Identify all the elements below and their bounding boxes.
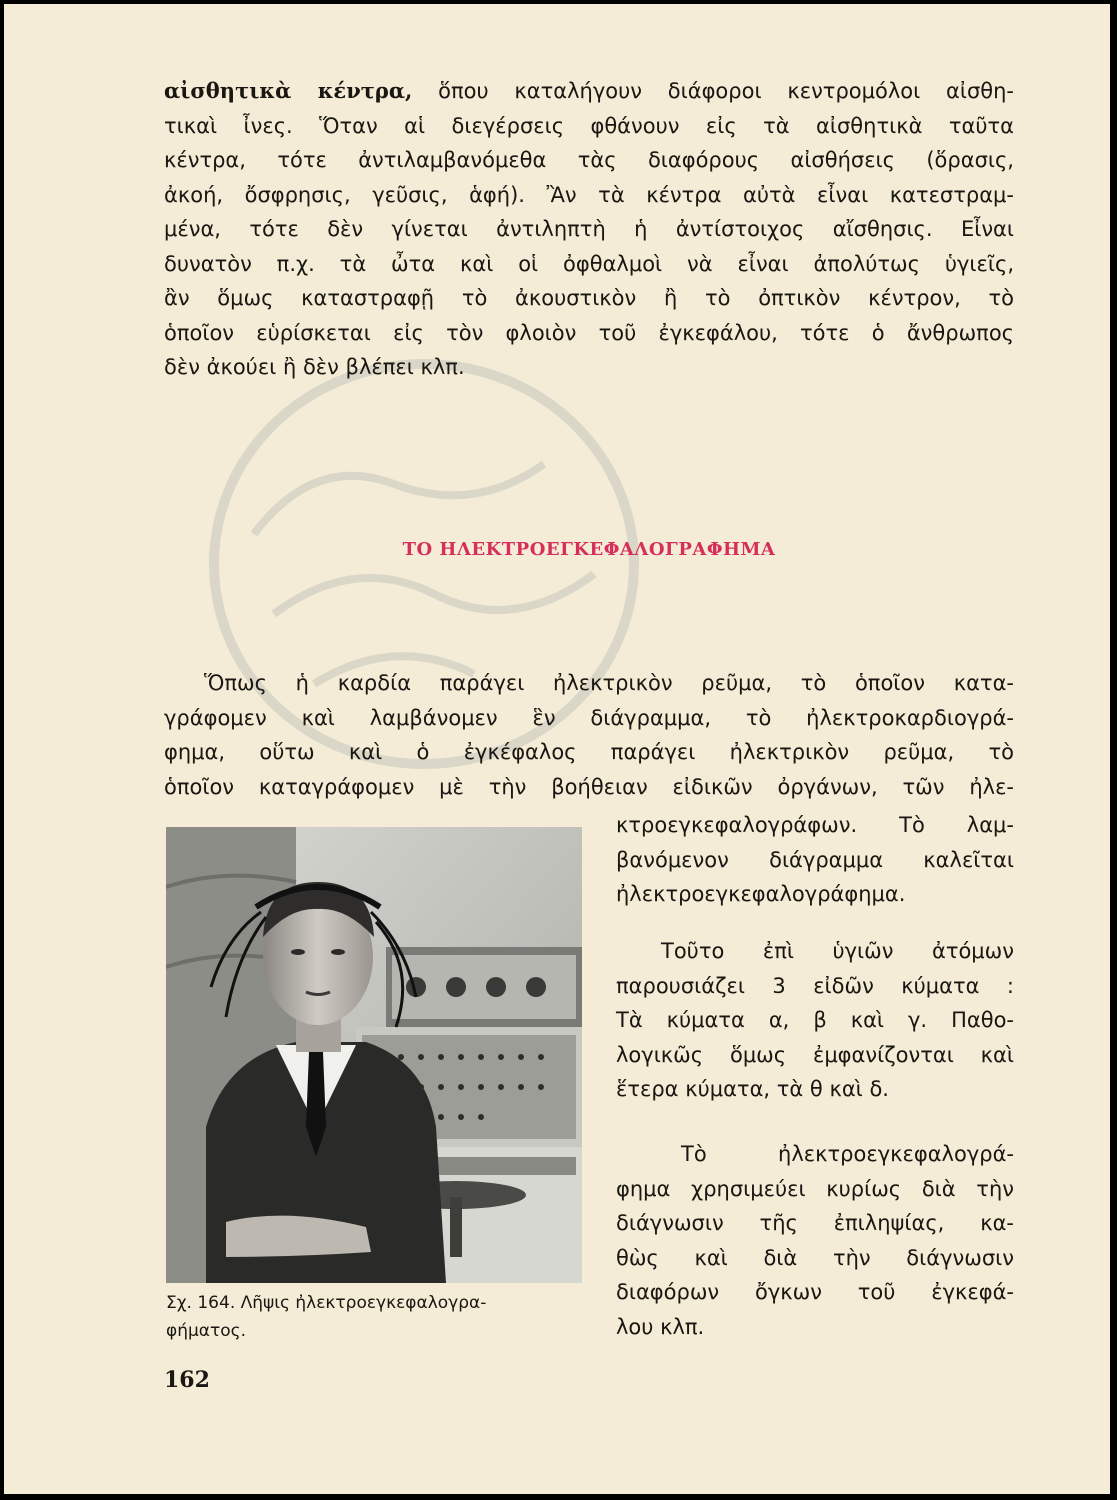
paragraph-line: θὼς καὶ διὰ τὴν διάγνωσιν xyxy=(616,1245,1014,1270)
paragraph-line: φημα, οὕτω καὶ ὁ ἐγκέφαλος παράγει ἠλεκτρικὸν ρεῦμα, τὸ xyxy=(164,740,1014,764)
paragraph-line: ἂν ὅμως καταστραφῇ τὸ ἀκουστικὸν ἢ τὸ ὀπτικὸν κέντρον, τὸ xyxy=(164,286,1014,310)
paragraph-line: φημα χρησιμεύει κυρίως διὰ τὴν xyxy=(616,1176,1014,1201)
caption-line: Σχ. 164. Λῆψις ἠλεκτροεγκεφαλογρα- xyxy=(166,1293,487,1313)
paragraph-eeg-intro xyxy=(164,666,1014,804)
paragraph-line: λογικῶς ὅμως ἐμφανίζονται καὶ xyxy=(616,1042,1014,1067)
paragraph-line: ὁποῖον καταγράφομεν μὲ τὴν βοήθειαν εἰδικῶν ὀργάνων, τῶν ἠλε- xyxy=(164,774,1014,799)
bold-lead-term: αἰσθητικὰ κέντρα, xyxy=(164,78,413,103)
paragraph-line: γράφομεν καὶ λαμβάνομεν ἓν διάγραμμα, τὸ ἠλεκτροκαρδιογρά- xyxy=(164,705,1014,730)
section-heading: ΤΟ ΗΛΕΚΤΡΟΕΓΚΕΦΑΛΟΓΡΑΦΗΜΑ xyxy=(402,539,776,560)
paragraph-line: Τὰ κύματα α, β καὶ γ. Παθο- xyxy=(616,1008,1014,1032)
paragraph-line: τικαὶ ἶνες. Ὅταν αἱ διεγέρσεις φθάνουν εἰς τὰ αἰσθητικὰ ταῦτα xyxy=(164,113,1014,138)
paragraph-eeg-uses xyxy=(616,1137,1014,1344)
paragraph-wave-types xyxy=(616,934,1014,1107)
paragraph-eeg-intro-continued xyxy=(616,808,1014,912)
paragraph-line: κέντρα, τότε ἀντιλαμβανόμεθα τὰς διαφόρους αἰσθήσεις (ὅρασις, xyxy=(164,148,1014,172)
paragraph-line: διάγνωσιν τῆς ἐπιληψίας, κα- xyxy=(616,1211,1014,1235)
paragraph-line: λου κλπ. xyxy=(616,1314,705,1339)
paragraph-line: αἰσθητικὰ κέντρα, ὅπου καταλήγουν διάφοροι κεντρομόλοι αἰσθη- xyxy=(164,78,1014,103)
paragraph-line: μένα, τότε δὲν γίνεται ἀντιληπτὴ ἡ ἀντίστοιχος αἴσθησις. Εἶναι xyxy=(164,217,1014,241)
paragraph-line: παρουσιάζει 3 εἰδῶν κύματα : xyxy=(616,973,1014,998)
paragraph-line: Τοῦτο ἐπὶ ὑγιῶν ἀτόμων xyxy=(661,939,1014,963)
paragraph-sensory-centers xyxy=(164,74,1014,385)
caption-line: φήματος. xyxy=(166,1321,247,1341)
figure-caption xyxy=(166,1289,586,1345)
paragraph-line: Τὸ ἠλεκτροεγκεφαλογρά- xyxy=(681,1142,1014,1166)
paragraph-line: ἕτερα κύματα, τὰ θ καὶ δ. xyxy=(616,1077,889,1101)
paragraph-line: ὁποῖον εὑρίσκεται εἰς τὸν φλοιὸν τοῦ ἐγκεφάλου, τότε ὁ ἄνθρωπος xyxy=(164,320,1014,345)
paragraph-line: δυνατὸν π.χ. τὰ ὦτα καὶ οἱ ὀφθαλμοὶ νὰ εἶναι ἀπολύτως ὑγιεῖς, xyxy=(164,251,1014,276)
paragraph-line: βανόμενον διάγραμμα καλεῖται xyxy=(616,847,1014,872)
page-number: 162 xyxy=(164,1367,210,1393)
paragraph-line: κτροεγκεφαλογράφων. Τὸ λαμ- xyxy=(616,813,1014,837)
paragraph-line: ἀκοή, ὄσφρησις, γεῦσις, ἁφή). Ἂν τὰ κέντρα αὐτὰ εἶναι κατεστραμ- xyxy=(164,182,1014,207)
paragraph-line: ἠλεκτροεγκεφαλογράφημα. xyxy=(616,882,906,906)
paragraph-line: Ὅπως ἡ καρδία παράγει ἠλεκτρικὸν ρεῦμα, τὸ ὁποῖον κατα- xyxy=(204,671,1014,695)
paragraph-line: δὲν ἀκούει ἢ δὲν βλέπει κλπ. xyxy=(164,355,465,379)
eeg-recording-photo xyxy=(166,827,582,1283)
paragraph-line: διαφόρων ὄγκων τοῦ ἐγκεφά- xyxy=(616,1280,1014,1304)
book-page xyxy=(4,4,1110,1494)
